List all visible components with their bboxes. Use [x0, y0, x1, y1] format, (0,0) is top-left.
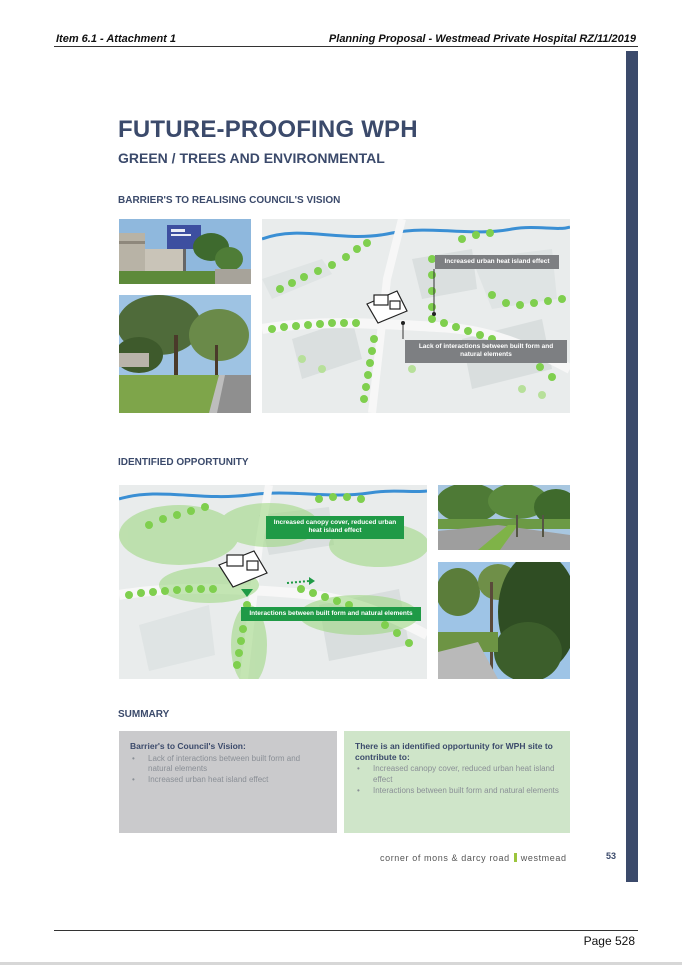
photo-dense-planting [438, 562, 570, 679]
section-heading-opportunity: IDENTIFIED OPPORTUNITY [118, 457, 249, 468]
map-identified-opportunity [119, 485, 427, 679]
footer-divider [54, 930, 638, 931]
header-attachment-label: Item 6.1 - Attachment 1 [56, 33, 177, 45]
list-item: • Increased urban heat island effect [130, 775, 326, 785]
inner-page-number: 53 [606, 851, 617, 861]
summary-barriers-list [130, 754, 326, 786]
callout-canopy-cover: Increased canopy cover, reduced urban heat island effect [266, 516, 404, 539]
summary-barriers-heading: Barrier's to Council's Vision: [130, 741, 246, 751]
footer-tagline [380, 853, 567, 863]
list-item: • Lack of interactions between built form and natural elements [130, 754, 326, 775]
footer-separator [514, 853, 517, 862]
map-existing-context [262, 219, 570, 413]
callout-lack-interaction: Lack of interactions between built form and natural elements [405, 340, 567, 363]
callout-heat-island: Increased urban heat island effect [435, 255, 559, 269]
list-item: • Increased canopy cover, reduced urban heat island effect [355, 764, 559, 785]
page-number-label: Page 528 [583, 934, 635, 948]
section-heading-barriers: BARRIER'S TO REALISING COUNCIL'S VISION [118, 195, 341, 206]
photo-street-trees [119, 295, 251, 413]
header-divider [54, 46, 638, 47]
side-accent-bar [626, 51, 638, 882]
photo-verge-trees [438, 485, 570, 550]
summary-opportunity-box [344, 731, 570, 833]
page-title: FUTURE-PROOFING WPH [118, 116, 418, 143]
photo-hospital-sign [119, 219, 251, 284]
summary-opportunity-list [355, 764, 559, 796]
list-item: • Interactions between built form and natural elements [355, 786, 559, 796]
summary-opportunity-heading: There is an identified opportunity for WPH site to contribute to: [355, 741, 553, 762]
footer-tagline-right: westmead [520, 853, 567, 863]
section-heading-summary: SUMMARY [118, 709, 170, 720]
callout-interactions: Interactions between built form and natural elements [241, 607, 421, 621]
page-subtitle: GREEN / TREES AND ENVIRONMENTAL [118, 150, 385, 166]
footer-tagline-left: corner of mons & darcy road [380, 853, 510, 863]
header-proposal-title: Planning Proposal - Westmead Private Hospital RZ/11/2019 [328, 33, 636, 45]
summary-barriers-box [119, 731, 337, 833]
